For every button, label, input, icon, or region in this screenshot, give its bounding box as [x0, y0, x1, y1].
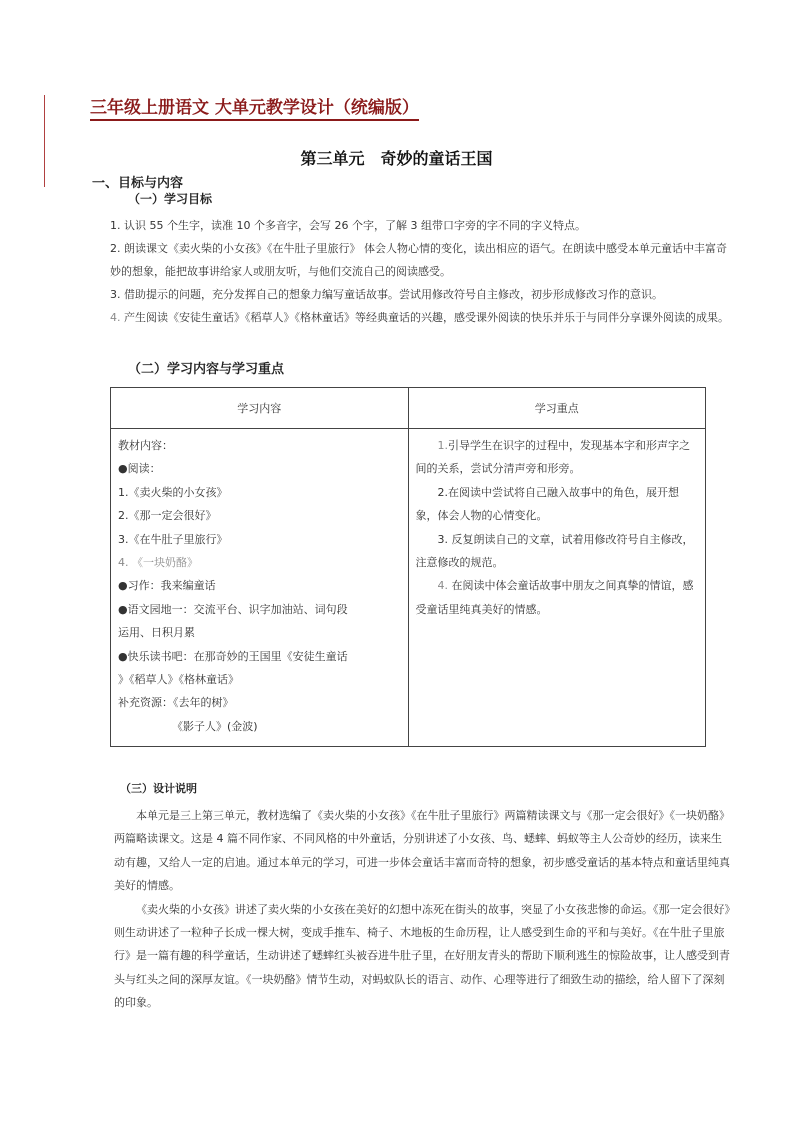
- content-line: 3.《在牛肚子里旅行》: [118, 532, 228, 546]
- table-row: [111, 429, 706, 747]
- goal-number: 4.: [110, 311, 121, 324]
- goal-text: 认识 55 个生字，读准 10 个多音字，会写 26 个字，了解 3 组带口字旁的字不同的字义特点。: [124, 219, 586, 232]
- goal-item: [110, 283, 730, 306]
- content-focus-table: [110, 387, 706, 747]
- goal-item: [110, 214, 730, 237]
- focus-item: [416, 528, 699, 575]
- focus-text: 在阅读中体会童话故事中朋友之间真挚的情谊，感受童话里纯真美好的情感。: [415, 579, 694, 616]
- content-line: 《影子人》(金波): [172, 719, 258, 733]
- focus-cell: [408, 429, 706, 747]
- margin-rule: [44, 95, 45, 187]
- goal-number: 1.: [110, 219, 121, 232]
- subheading-design-notes: （三）设计说明: [120, 782, 197, 795]
- focus-item: [416, 574, 699, 621]
- content-line: 运用、日积月累: [118, 626, 195, 640]
- document-title: 三年级上册语文 大单元教学设计（统编版）: [90, 93, 419, 121]
- goal-item: [110, 306, 730, 329]
- focus-item: [416, 481, 699, 528]
- design-paragraph: 《卖火柴的小女孩》讲述了卖火柴的小女孩在美好的幻想中冻死在街头的故事，突显了小女孩悲惨的命运。《那一定会很好》则生动讲述了一粒种子长成一棵大树，变成手推车、椅子、木地板的生命历程，让人感受到生命的平和与美好。《在牛肚子里旅行》是一篇有趣的科学童话，生动讲述了蟋蟀红头被吞进牛肚子里，在好朋友青头的帮助下顺利逃生的惊险故事，让人感受到青头与红头之间的深厚友谊。《一块奶酪》情节生动，对蚂蚁队长的语言、动作、心理等进行了细致生动的描绘，给人留下了深刻的印象。: [114, 902, 730, 1010]
- focus-text: 在阅读中尝试将自己融入故事中的角色，展开想象，体会人物的心情变化。: [415, 485, 679, 523]
- design-paragraph: 本单元是三上第三单元，教材选编了《卖火柴的小女孩》《在牛肚子里旅行》两篇精读课文与《那一定会很好》《一块奶酪》两篇略读课文。这是 4 篇不同作家、不同风格的中外童话，分别讲述了小女孩、鸟、蟋蟀、蚂蚁等主人公奇妙的经历，读来生动有趣，又给人一定的启迪。通过本单元的学习，可进一步体会童话丰富而奇特的想象，初步感受童话的基本特点和童话里纯真美好的情感。: [114, 809, 730, 893]
- section-heading-goals-content: 一、目标与内容: [92, 176, 184, 191]
- content-line: ●阅读：: [118, 462, 161, 476]
- content-line: 1.《卖火柴的小女孩》: [118, 485, 228, 499]
- content-line: 教材内容：: [118, 439, 173, 452]
- focus-number: 4.: [437, 579, 448, 593]
- content-line: 2.《那一定会很好》: [118, 509, 217, 523]
- focus-number: 2.: [437, 485, 448, 499]
- table-header-row: [111, 388, 706, 429]
- goal-text: 借助提示的问题，充分发挥自己的想象力编写童话故事。尝试用修改符号自主修改，初步形成修改习作的意识。: [124, 288, 663, 301]
- goal-number: 3.: [110, 288, 121, 301]
- content-line: ●语文园地一：交流平台、识字加油站、词句段: [118, 602, 348, 616]
- unit-title: 第三单元 奇妙的童话王国: [300, 149, 493, 168]
- content-cell: [111, 429, 409, 747]
- goal-text: 产生阅读《安徒生童话》《稻草人》《格林童话》等经典童话的兴趣，感受课外阅读的快乐并乐于与同伴分享课外阅读的成果。: [124, 311, 729, 324]
- content-line: ●快乐读书吧：在那奇妙的王国里《安徒生童话: [118, 649, 348, 663]
- content-line: ●习作：我来编童话: [118, 579, 216, 593]
- focus-text: 引导学生在识字的过程中，发现基本字和形声字之间的关系，尝试分清声旁和形旁。: [415, 439, 690, 476]
- focus-item: [416, 434, 699, 481]
- design-notes: [114, 804, 730, 1015]
- content-line: 》《稻草人》《格林童话》: [118, 673, 239, 687]
- subheading-content-and-focus: （二）学习内容与学习重点: [128, 362, 285, 377]
- focus-number: 3.: [437, 532, 448, 546]
- subheading-learning-goals: （一）学习目标: [128, 192, 213, 206]
- focus-text: 反复朗读自己的文章，试着用修改符号自主修改，注意修改的规范。: [415, 532, 694, 570]
- learning-goals-list: [110, 214, 730, 329]
- goal-number: 2.: [110, 242, 121, 255]
- content-line: 4. 《一块奶酪》: [118, 556, 198, 570]
- goal-text: 朗读课文《卖火柴的小女孩》《在牛肚子里旅行》 体会人物心情的变化，读出相应的语气。在朗读中感受本单元童话中丰富奇妙的想象，能把故事讲给家人或朋友听，与他们交流自己的阅读感受。: [110, 242, 727, 278]
- column-header-content: 学习内容: [111, 388, 409, 429]
- goal-item: [110, 237, 730, 283]
- content-line: 补充资源：《去年的树》: [118, 696, 234, 710]
- focus-number: 1.: [437, 439, 448, 452]
- column-header-focus: 学习重点: [408, 388, 706, 429]
